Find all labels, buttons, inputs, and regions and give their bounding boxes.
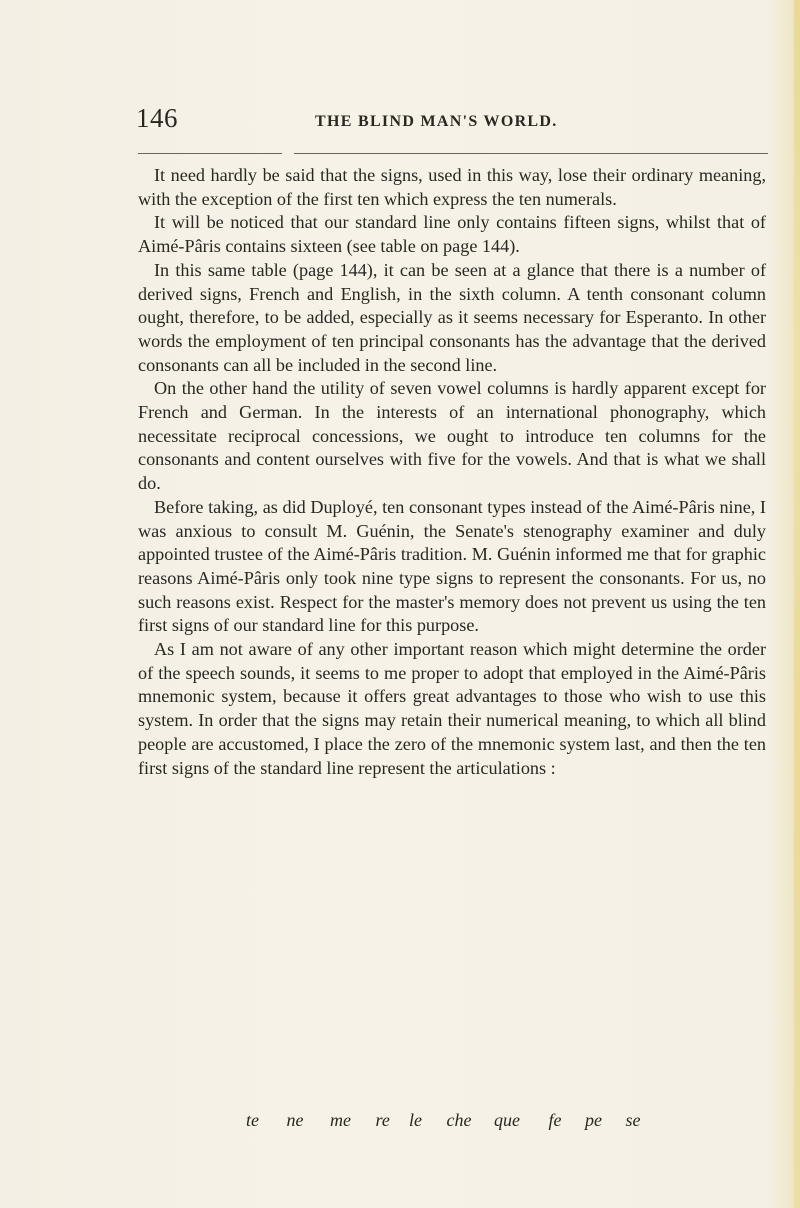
body-text: [138, 164, 766, 780]
page-number: 146: [136, 103, 178, 133]
header-rule-gap: [282, 150, 294, 157]
paragraph: It will be noticed that our standard line only contains fifteen signs, whilst that of Aimé-Pâris contains sixteen (see table on page 144).: [138, 212, 766, 257]
paragraph: It need hardly be said that the signs, used in this way, lose their ordinary meaning, with the exception of the first ten which express the ten numerals.: [138, 165, 766, 209]
syllable: che: [446, 1110, 472, 1130]
syllable: ne: [286, 1110, 304, 1130]
header-rule: [138, 153, 768, 154]
paragraph: In this same table (page 144), it can be seen at a glance that there is a number of derived signs, French and English, in the sixth column. A tenth consonant column ought, therefore, to be added, especially as it seems necessary for Esperanto. In other words the employment of ten principal consonants has the advantage that the derived consonants can all be included in the second line.: [138, 259, 766, 375]
paragraph: Before taking, as did Duployé, ten consonant types instead of the Aimé-Pâris nine, I was anxious to consult M. Guénin, the Senate's stenography examiner and duly appointed trustee of the Aimé-Pâris tradition. M. Guénin informed me that for graphic reasons Aimé-Pâris only took nine type signs to represent the consonants. For us, no such reasons exist. Respect for the master's memory does not prevent us using the ten first signs of our standard line for this purpose.: [138, 496, 766, 636]
syllable: que: [494, 1110, 520, 1130]
syllable: re: [375, 1110, 390, 1130]
articulation-list: [246, 1110, 641, 1131]
syllable: me: [330, 1110, 351, 1130]
page-header: [136, 103, 766, 143]
syllable: fe: [548, 1110, 562, 1130]
syllable: te: [246, 1110, 259, 1130]
syllable: se: [625, 1110, 641, 1130]
page-edge: [794, 0, 800, 1208]
syllable: le: [409, 1110, 422, 1130]
syllable: pe: [585, 1110, 602, 1130]
paragraph: As I am not aware of any other important reason which might determine the order of the speech sounds, it seems to me proper to adopt that employed in the Aimé-Pâris mnemonic system, because it offers great advantages to those who wish to use this system. In order that the signs may retain their numerical meaning, to which all blind people are accustomed, I place the zero of the mnemonic system last, and then the ten first signs of the standard line represent the articulations :: [138, 639, 766, 778]
running-title: THE BLIND MAN'S WORLD.: [315, 113, 558, 130]
paragraph: On the other hand the utility of seven vowel columns is hardly apparent except for French and German. In the interests of an international phonography, which necessitate reciprocal concessions, we ought to introduce ten columns for the consonants and content ourselves with five for the vowels. And that is what we shall do.: [138, 378, 766, 494]
